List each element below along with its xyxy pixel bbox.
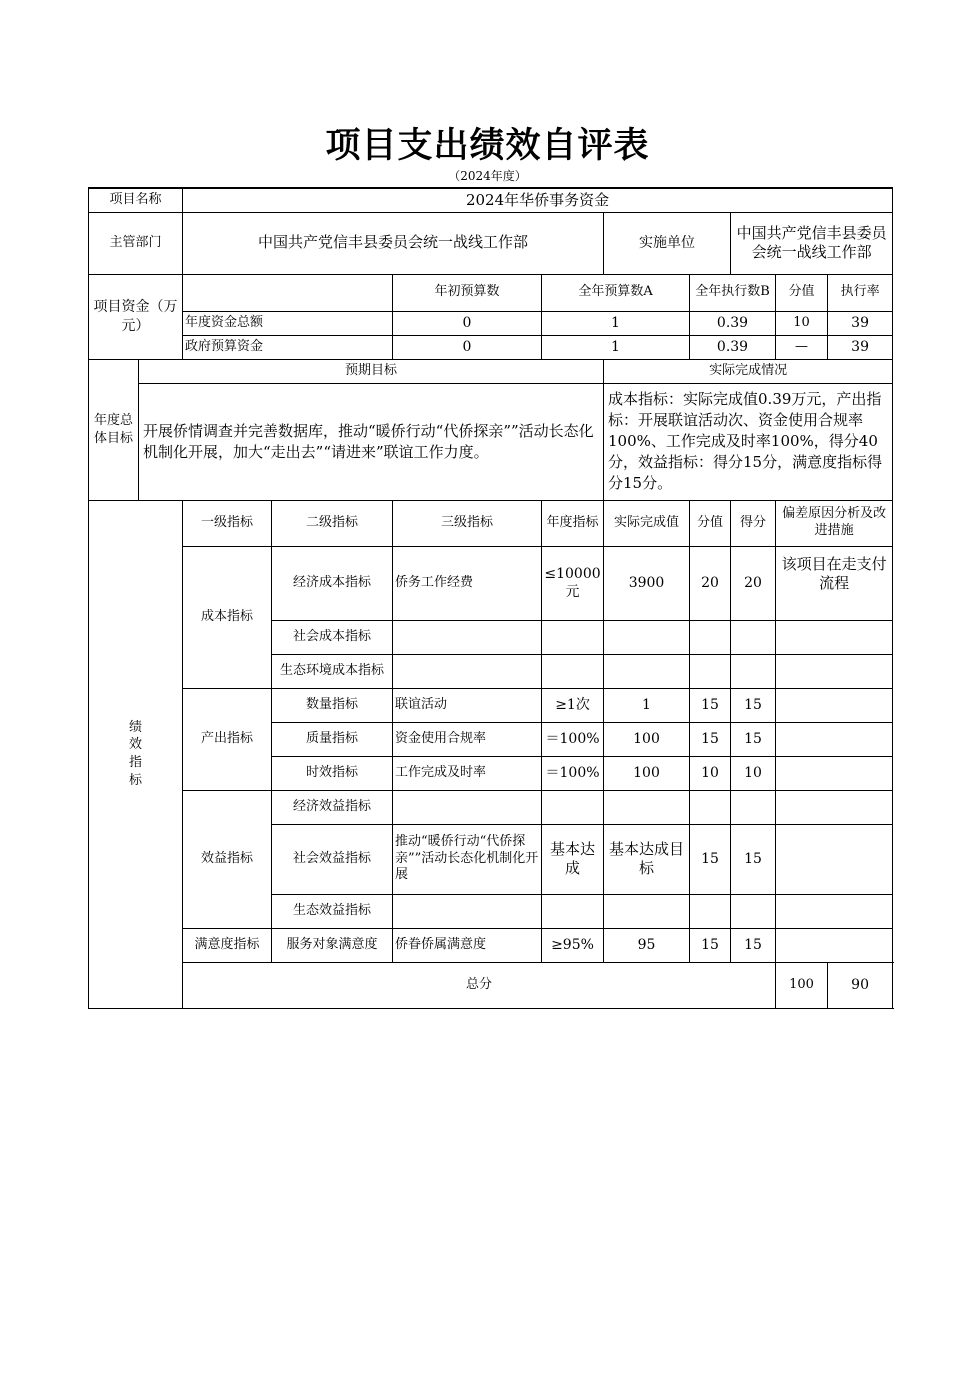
indicator-score: 10 <box>731 756 776 790</box>
indicator-l2: 服务对象满意度 <box>272 928 393 962</box>
indicator-score: 15 <box>731 928 776 962</box>
funds-row-initial: 0 <box>393 335 542 359</box>
goal-label: 年度总体目标 <box>89 359 139 500</box>
funds-row-rate: 39 <box>828 335 893 359</box>
funds-row-annual: 1 <box>542 335 690 359</box>
indicator-target: ≤10000元 <box>542 546 604 620</box>
indicator-weight: 10 <box>690 756 731 790</box>
indicator-weight: 15 <box>690 688 731 722</box>
funds-row-initial: 0 <box>393 311 542 335</box>
perf-header-l2: 二级指标 <box>272 500 393 546</box>
goal-expected-header: 预期目标 <box>139 359 604 383</box>
indicator-l2: 经济成本指标 <box>272 546 393 620</box>
funds-row-weight: 10 <box>776 311 828 335</box>
year-note: （2024年度） <box>448 169 527 183</box>
impl-unit-label: 实施单位 <box>604 212 731 274</box>
perf-header-weight: 分值 <box>690 500 731 546</box>
funds-label: 项目资金（万元） <box>89 274 183 359</box>
funds-header-blank <box>183 274 393 311</box>
impl-unit-value: 中国共产党信丰县委员会统一战线工作部 <box>731 212 893 274</box>
goal-expected-text: 开展侨情调查并完善数据库，推动“暖侨行动“代侨探亲””活动长态化机制化开展，加大“走出去”“请进来”联谊工作力度。 <box>139 383 604 500</box>
perf-header-l1: 一级指标 <box>183 500 272 546</box>
funds-header-exec: 全年执行数B <box>690 274 776 311</box>
indicator-target: ≥1次 <box>542 688 604 722</box>
goal-actual-header: 实际完成情况 <box>604 359 893 383</box>
indicator-target: ＝100% <box>542 722 604 756</box>
indicator-l2: 质量指标 <box>272 722 393 756</box>
perf-header-target: 年度指标 <box>542 500 604 546</box>
indicator-l2: 社会效益指标 <box>272 824 393 894</box>
project-name-value: 2024年华侨事务资金 <box>183 188 893 212</box>
indicator-target: 基本达成 <box>542 824 604 894</box>
indicator-l3: 侨眷侨属满意度 <box>393 928 542 962</box>
indicator-score: 20 <box>731 546 776 620</box>
funds-row-weight: — <box>776 335 828 359</box>
satisfaction-indicator: 满意度指标 <box>183 928 272 962</box>
indicator-actual: 100 <box>604 756 690 790</box>
indicator-l2: 生态环境成本指标 <box>272 654 393 688</box>
indicator-weight: 20 <box>690 546 731 620</box>
funds-header-rate: 执行率 <box>828 274 893 311</box>
perf-header-score: 得分 <box>731 500 776 546</box>
indicator-target: ＝100% <box>542 756 604 790</box>
goal-actual-text: 成本指标：实际完成值0.39万元，产出指标：开展联谊活动次、资金使用合规率100%、工作完成及时率100%，得分40分，效益指标：得分15分，满意度指标得分15分。 <box>604 383 893 500</box>
funds-row-name: 政府预算资金 <box>183 335 393 359</box>
indicator-l3: 工作完成及时率 <box>393 756 542 790</box>
funds-row-name: 年度资金总额 <box>183 311 393 335</box>
indicator-actual: 100 <box>604 722 690 756</box>
self-evaluation-table <box>88 187 893 1009</box>
indicator-actual: 基本达成目标 <box>604 824 690 894</box>
benefit-indicator: 效益指标 <box>183 790 272 928</box>
indicator-weight: 15 <box>690 824 731 894</box>
indicator-score: 15 <box>731 688 776 722</box>
indicator-actual: 3900 <box>604 546 690 620</box>
funds-header-annual: 全年预算数A <box>542 274 690 311</box>
indicator-score: 15 <box>731 722 776 756</box>
funds-row-exec: 0.39 <box>690 335 776 359</box>
indicator-weight: 15 <box>690 722 731 756</box>
funds-header-weight: 分值 <box>776 274 828 311</box>
total-score: 90 <box>828 962 893 1008</box>
indicator-actual: 1 <box>604 688 690 722</box>
indicator-target: ≥95% <box>542 928 604 962</box>
project-name-label: 项目名称 <box>89 188 183 212</box>
indicator-l2: 生态效益指标 <box>272 894 393 928</box>
dept-value: 中国共产党信丰县委员会统一战线工作部 <box>183 212 604 274</box>
perf-label-cell <box>89 500 183 1008</box>
indicator-l2: 社会成本指标 <box>272 620 393 654</box>
funds-header-initial: 年初预算数 <box>393 274 542 311</box>
funds-row-annual: 1 <box>542 311 690 335</box>
indicator-reason: 该项目在走支付流程 <box>776 546 893 620</box>
indicator-l2: 数量指标 <box>272 688 393 722</box>
funds-row-rate: 39 <box>828 311 893 335</box>
perf-header-actual: 实际完成值 <box>604 500 690 546</box>
perf-label: 绩效指标 <box>128 719 142 788</box>
indicator-l3: 资金使用合规率 <box>393 722 542 756</box>
perf-header-l3: 三级指标 <box>393 500 542 546</box>
cost-indicator: 成本指标 <box>183 546 272 688</box>
indicator-l3: 侨务工作经费 <box>393 546 542 620</box>
indicator-l2: 时效指标 <box>272 756 393 790</box>
indicator-l3: 联谊活动 <box>393 688 542 722</box>
indicator-l3: 推动“暖侨行动“代侨探亲””活动长态化机制化开展 <box>393 824 542 894</box>
dept-label: 主管部门 <box>89 212 183 274</box>
indicator-score: 15 <box>731 824 776 894</box>
total-weight: 100 <box>776 962 828 1008</box>
indicator-actual: 95 <box>604 928 690 962</box>
funds-row-exec: 0.39 <box>690 311 776 335</box>
total-label: 总分 <box>183 962 776 1008</box>
page-title: 项目支出绩效自评表 <box>325 126 650 166</box>
perf-header-reason: 偏差原因分析及改进措施 <box>776 500 893 546</box>
output-indicator: 产出指标 <box>183 688 272 790</box>
indicator-weight: 15 <box>690 928 731 962</box>
indicator-l2: 经济效益指标 <box>272 790 393 824</box>
